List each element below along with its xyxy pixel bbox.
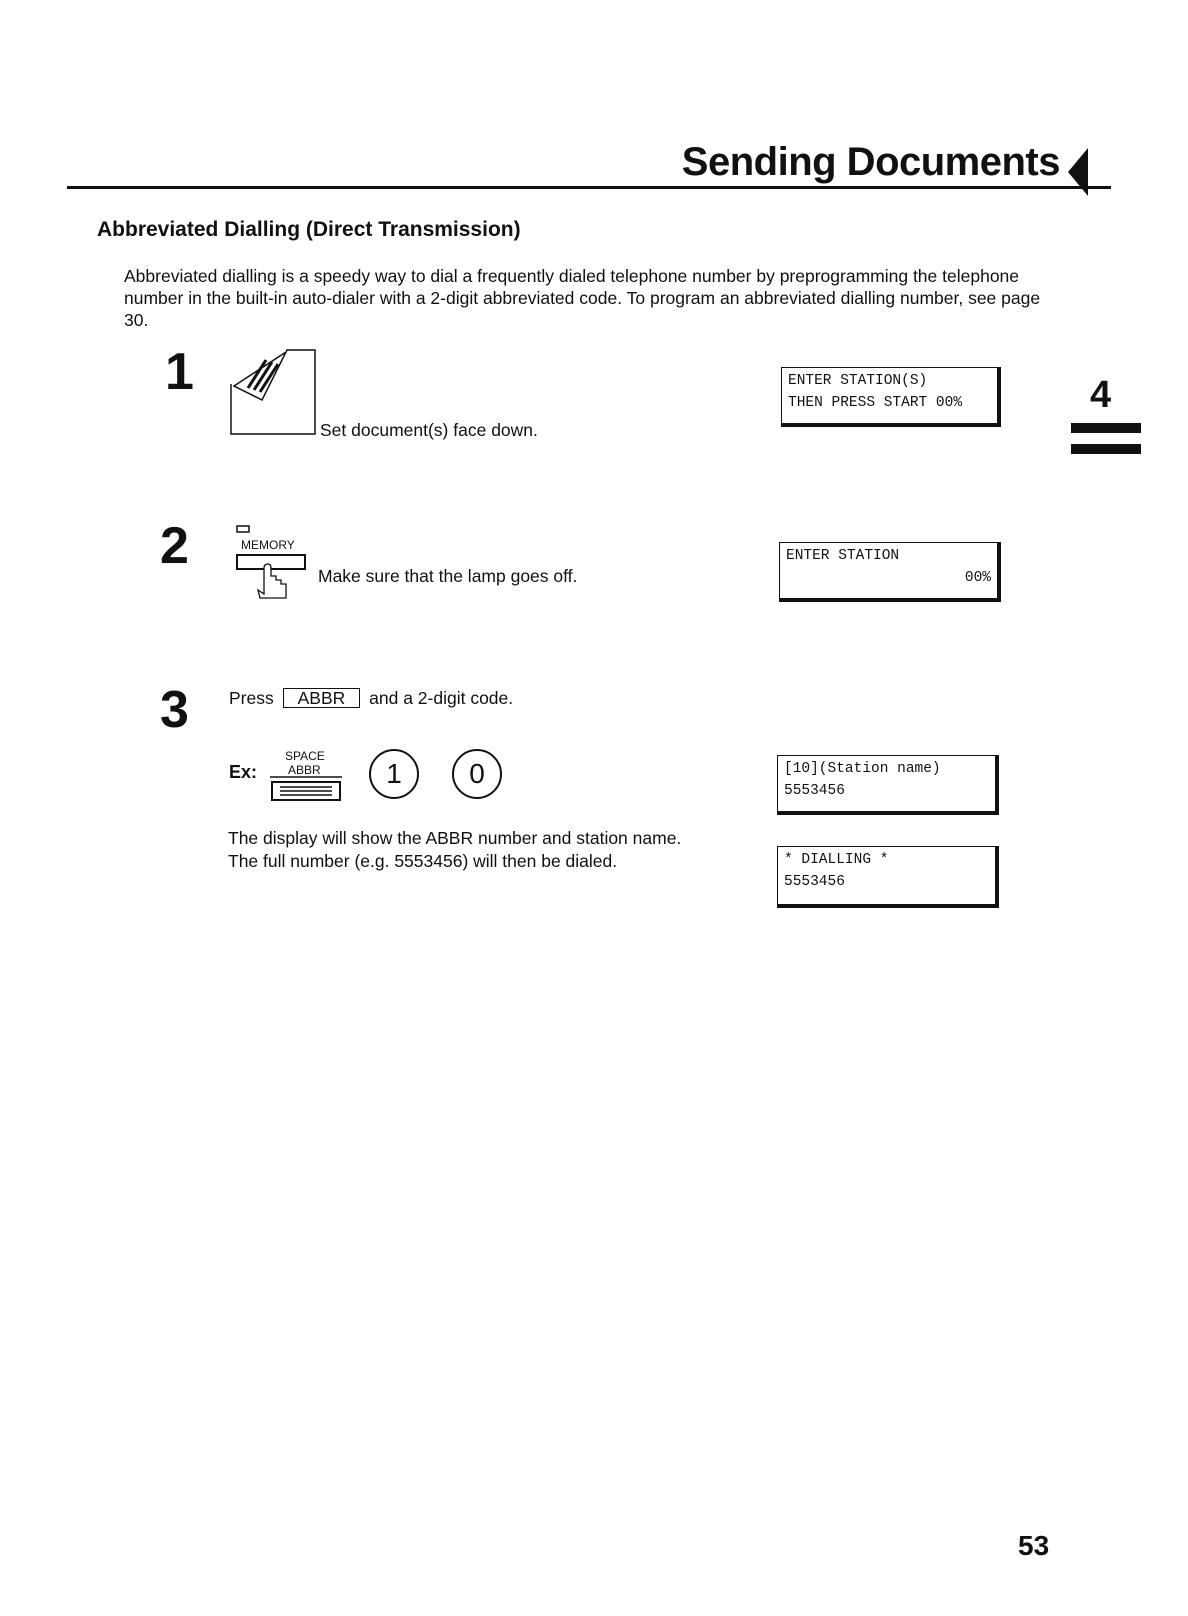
space-key-label: SPACE [285,749,325,763]
memory-key-label: MEMORY [241,538,295,552]
example-label: Ex: [229,762,258,782]
memory-button-press-icon [236,554,308,602]
lamp-icon [236,525,250,533]
chapter-title: Sending Documents [681,140,1060,184]
note-line: The display will show the ABBR number and station name. [228,828,682,848]
step-number: 3 [160,681,189,739]
document-feed-icon [228,348,320,438]
abbr-key: ABBR [283,688,361,708]
abbr-key-icon [270,776,342,802]
step-text: Press [229,688,274,708]
lcd-display [781,367,1001,427]
chapter-tab-bar [1071,444,1141,454]
chapter-tab-bar [1071,423,1141,433]
lcd-line: 5553456 [784,783,845,799]
lcd-display [779,542,1001,602]
page-number: 53 [1018,1530,1050,1561]
intro-paragraph: Abbreviated dialling is a speedy way to dial a frequently dialed telephone number by preprogramming the telephone number in the built-in auto-dialer with a 2-digit abbreviated code. To program an abbreviated dialling number, see page 30. [124,266,1041,330]
digit-key-1: 1 [369,749,419,799]
lcd-line: THEN PRESS START 00% [788,395,963,411]
lcd-line: 00% [964,570,991,586]
lcd-line: ENTER STATION [786,548,900,564]
chapter-tab-number: 4 [1090,374,1112,416]
lcd-line: [10](Station name) [784,761,941,777]
step-number: 2 [160,517,189,575]
step-text: Set document(s) face down. [320,420,538,440]
header-rule [67,186,1111,189]
lcd-display [777,755,999,815]
section-heading: Abbreviated Dialling (Direct Transmission) [97,218,521,241]
step-text: Make sure that the lamp goes off. [318,566,578,586]
lcd-line: 5553456 [784,874,845,890]
lcd-display [777,846,999,908]
step-instruction [229,688,513,709]
step-text: and a 2-digit code. [369,688,514,708]
note-line: The full number (e.g. 5553456) will then be dialed. [228,851,618,871]
lcd-line: ENTER STATION(S) [788,373,928,389]
lcd-line: * DIALLING * [784,852,889,868]
abbr-key-label: ABBR [288,763,321,777]
digit-key-0: 0 [452,749,502,799]
step-number: 1 [165,343,194,401]
